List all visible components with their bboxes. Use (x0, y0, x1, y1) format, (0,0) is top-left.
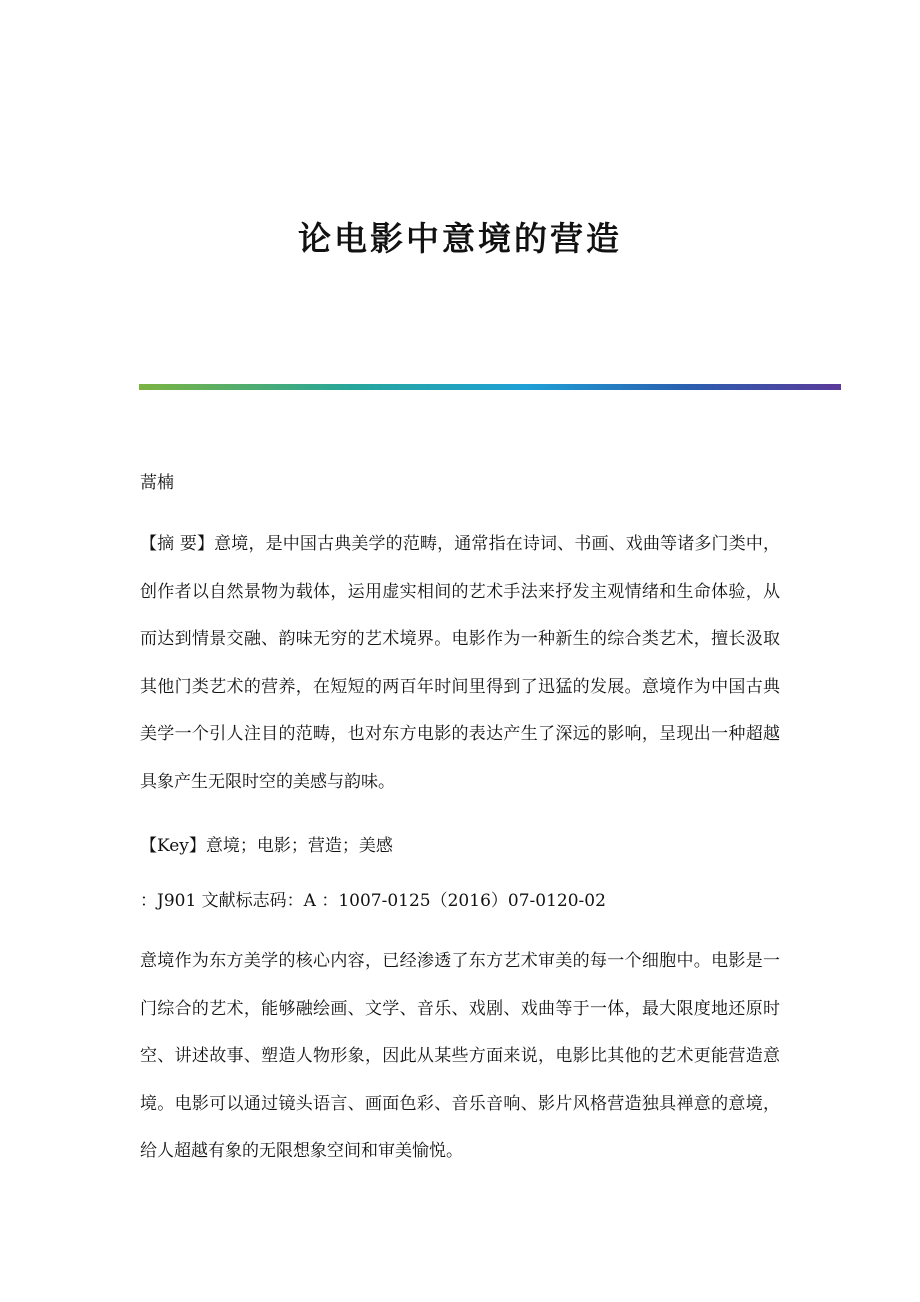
keywords-line: 【Key】意境；电影；营造；美感 (140, 836, 393, 856)
classification-line: ：J901 文献标志码：A ：1007-0125（2016）07-0120-02 (140, 891, 606, 911)
abstract-paragraph: 【摘 要】意境，是中国古典美学的范畴，通常指在诗词、书画、戏曲等诸多门类中，创作者以自然景物为载体，运用虚实相间的艺术手法来抒发主观情绪和生命体验，从而达到情景交融、韵味无穷的艺术境界。电影作为一种新生的综合类艺术，擅长汲取其他门类艺术的营养，在短短的两百年时间里得到了迅猛的发展。意境作为中国古典美学一个引人注目的范畴，也对东方电影的表达产生了深远的影响，呈现出一种超越具象产生无限时空的美感与韵味。 (140, 534, 780, 792)
document-title: 论电影中意境的营造 (298, 219, 622, 258)
gradient-divider (139, 384, 841, 390)
body-paragraph: 意境作为东方美学的核心内容，已经渗透了东方艺术审美的每一个细胞中。电影是一门综合的艺术，能够融绘画、文学、音乐、戏剧、戏曲等于一体，最大限度地还原时空、讲述故事、塑造人物形象，因此从某些方面来说，电影比其他的艺术更能营造意境。电影可以通过镜头语言、画面色彩、音乐音响、影片风格营造独具禅意的意境，给人超越有象的无限想象空间和审美愉悦。 (140, 951, 780, 1161)
document-body (140, 465, 780, 1198)
author-name: 蒿楠 (140, 473, 174, 493)
